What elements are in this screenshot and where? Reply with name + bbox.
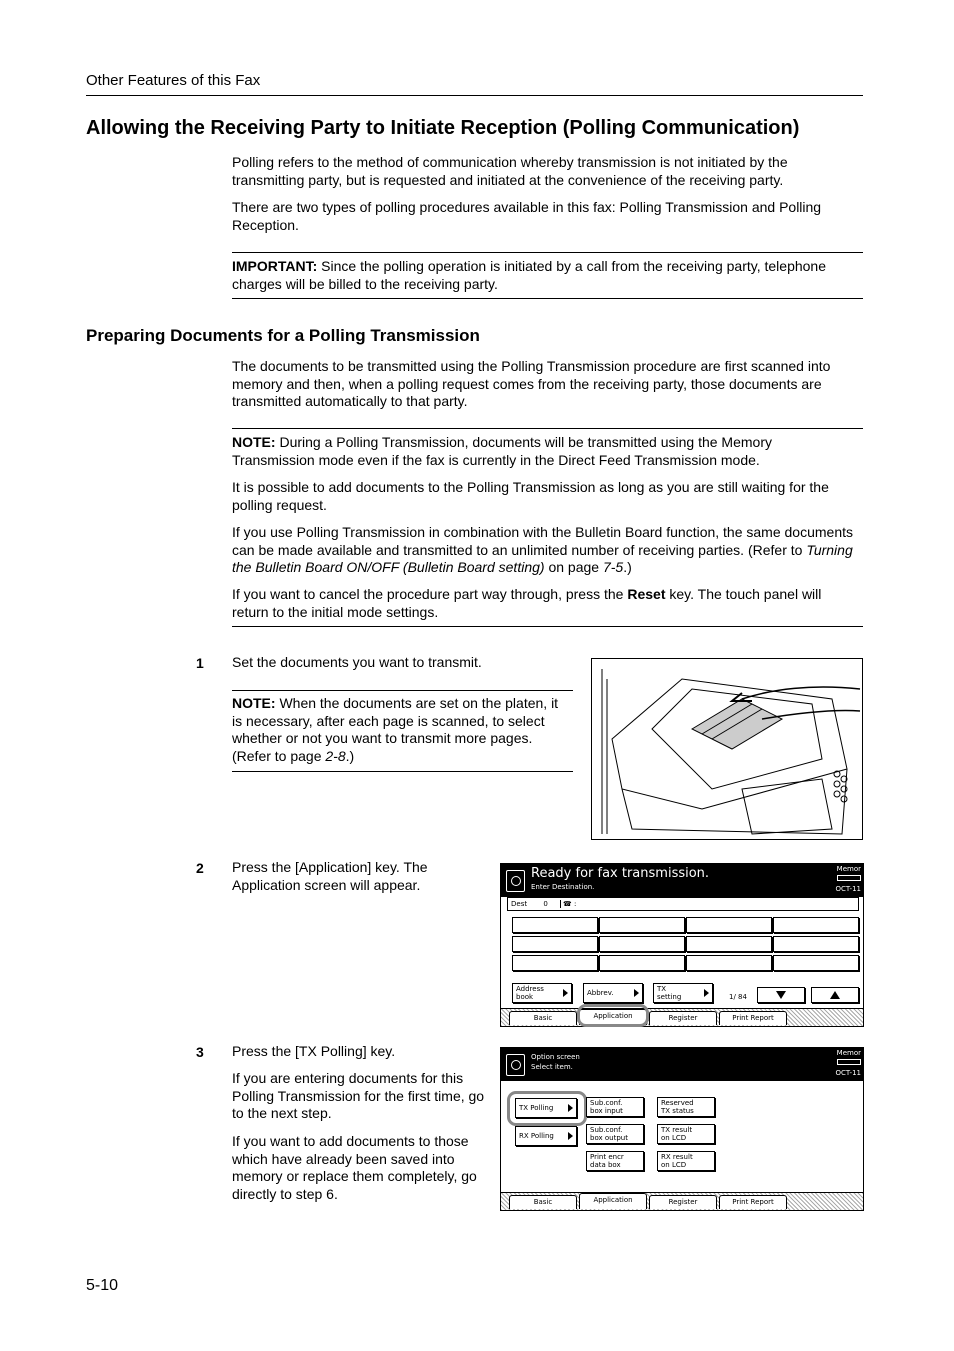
arrow-right-icon — [568, 1132, 573, 1140]
down-arrow-icon — [776, 991, 786, 999]
step1-note-text-b: .) — [345, 747, 355, 764]
one-touch-key[interactable] — [773, 917, 859, 933]
note-bottom-rule — [232, 626, 863, 627]
prep-paragraph: The documents to be transmitted using the Polling Transmission procedure are first scanned into memory and then, when a polling request comes from the receiving party, those documents are transmitted automatically to that party. — [232, 358, 831, 409]
step3-paragraph-3: If you want to add documents to those which have already been saved into memory or replace them completely, go directly to step 6. — [232, 1133, 477, 1202]
fax-touch-panel-application — [500, 1047, 864, 1211]
print-encrypted-data-box-button[interactable]: Print encr data box — [586, 1151, 644, 1171]
one-touch-key[interactable] — [599, 955, 685, 971]
note-paragraph-2: It is possible to add documents to the Polling Transmission as long as you are still waiting for the polling request. — [232, 479, 829, 513]
arrow-right-icon — [704, 989, 709, 997]
note-paragraph-4 — [232, 586, 857, 621]
step-number: 2 — [196, 860, 204, 876]
important-label: IMPORTANT: — [232, 258, 318, 274]
page-number: 5-10 — [86, 1277, 119, 1294]
memory-gauge — [837, 1059, 861, 1065]
cross-reference: Turning the Bulletin Board ON/OFF (Bulletin Board setting) — [232, 541, 853, 575]
step-text: Press the [Application] key. The Application screen will appear. — [232, 859, 428, 893]
one-touch-key[interactable] — [599, 917, 685, 933]
one-touch-key[interactable] — [773, 936, 859, 952]
note-p3-text-b: on page — [544, 559, 603, 575]
panel-date: OCT-11 — [835, 885, 861, 893]
tab-application[interactable]: Application — [579, 1009, 647, 1025]
address-book-button[interactable] — [512, 983, 572, 1003]
reset-key-label: Reset — [627, 586, 666, 602]
step3-paragraph-2: If you are entering documents for this Polling Transmission for the first time, go to the next step. — [232, 1070, 485, 1121]
fax-touch-panel-basic — [500, 863, 864, 1027]
important-note — [232, 258, 852, 293]
header-rule — [86, 95, 863, 96]
memory-label: Memor — [836, 865, 861, 873]
one-touch-key[interactable] — [512, 955, 598, 971]
step-number: 1 — [196, 655, 204, 671]
panel-status-bar — [501, 864, 863, 897]
note-p3-text-c: .) — [623, 559, 632, 575]
tx-setting-label: TX setting — [657, 985, 682, 1001]
abbrev-button[interactable] — [583, 983, 643, 1003]
document-feeder-illustration — [591, 658, 863, 840]
scroll-down-button[interactable] — [757, 987, 805, 1003]
fax-icon — [506, 870, 525, 892]
tab-print-report[interactable]: Print Report — [719, 1011, 787, 1025]
note-p4-text-b: key. The touch panel will return to the initial mode settings. — [232, 586, 822, 620]
one-touch-key[interactable] — [599, 936, 685, 952]
memory-label: Memor — [836, 1049, 861, 1057]
step-text: Press the [TX Polling] key. — [232, 1043, 396, 1059]
tx-polling-label: TX Polling — [519, 1104, 554, 1112]
arrow-right-icon — [634, 989, 639, 997]
one-touch-key[interactable] — [686, 936, 772, 952]
memory-gauge — [837, 875, 861, 881]
tx-setting-button[interactable] — [653, 983, 713, 1003]
reserved-tx-status-button[interactable]: Reserved TX status — [657, 1097, 715, 1117]
arrow-right-icon — [563, 989, 568, 997]
phone-icon: ☎ : — [560, 900, 576, 908]
dest-label: Dest — [511, 900, 528, 908]
fax-icon — [506, 1054, 525, 1076]
step-number: 3 — [196, 1044, 204, 1060]
dest-count: 0 — [543, 900, 548, 908]
page-title: Allowing the Receiving Party to Initiate Reception (Polling Communication) — [86, 117, 800, 139]
panel-title: Ready for fax transmission. — [531, 866, 710, 881]
panel-status-bar — [501, 1048, 863, 1081]
page-indicator: 1/ 84 — [729, 993, 747, 1001]
tx-result-on-lcd-button[interactable]: TX result on LCD — [657, 1124, 715, 1144]
important-top-rule — [232, 252, 863, 253]
step1-note — [232, 695, 570, 765]
panel-tab-bar — [501, 1192, 863, 1210]
intro-paragraph-1: Polling refers to the method of communication whereby transmission is not initiated by the transmitting party, but is requested and initiated at the convenience of the receiving party. — [232, 154, 788, 188]
one-touch-key[interactable] — [512, 917, 598, 933]
address-book-label: Address book — [516, 985, 544, 1001]
up-arrow-icon — [830, 991, 840, 999]
highlight-callout — [577, 1004, 649, 1027]
tab-basic[interactable]: Basic — [509, 1195, 577, 1209]
subconf-box-output-button[interactable]: Sub.conf. box output — [586, 1124, 644, 1144]
page-reference: 2-8 — [325, 747, 346, 764]
note-p3-text: If you use Polling Transmission in combination with the Bulletin Board function, the same documents can be made available and transmitted to an unlimited number of receiving parties. (Refer to — [232, 524, 853, 558]
rx-polling-button[interactable] — [515, 1126, 577, 1146]
step1-note-text: When the documents are set on the platen, it is necessary, after each page is scanned, to select whether or not you want to transmit more pages. (Refer to page — [232, 695, 559, 764]
important-text: Since the polling operation is initiated by a call from the receiving party, telephone charges will be billed to the receiving party. — [232, 258, 826, 292]
page-reference: 7-5 — [602, 559, 624, 575]
note-text: During a Polling Transmission, documents will be transmitted using the Memory Transmission mode even if the fax is currently in the Direct Feed Transmission mode. — [232, 434, 772, 468]
panel-date: OCT-11 — [835, 1069, 861, 1077]
one-touch-key[interactable] — [686, 917, 772, 933]
note-p4-text: If you want to cancel the procedure part way through, press the — [232, 586, 628, 602]
destination-field[interactable] — [507, 897, 859, 911]
scroll-up-button[interactable] — [811, 987, 859, 1003]
panel-tab-bar — [501, 1008, 863, 1026]
note-paragraph-1 — [232, 434, 852, 469]
panel-subtitle: Select item. — [531, 1063, 573, 1071]
step1-note-top-rule — [232, 690, 573, 691]
tab-register[interactable]: Register — [649, 1011, 717, 1025]
rx-result-on-lcd-button[interactable]: RX result on LCD — [657, 1151, 715, 1171]
tab-print-report[interactable]: Print Report — [719, 1195, 787, 1209]
one-touch-key[interactable] — [773, 955, 859, 971]
tab-application[interactable]: Application — [579, 1193, 647, 1209]
abbrev-label: Abbrev. — [587, 989, 614, 997]
important-bottom-rule — [232, 298, 863, 299]
note-label: NOTE: — [232, 695, 276, 711]
note-top-rule — [232, 428, 863, 429]
note-paragraph-3 — [232, 524, 857, 577]
section-heading: Preparing Documents for a Polling Transmission — [86, 326, 480, 345]
step-text: Set the documents you want to transmit. — [232, 654, 482, 670]
note-label: NOTE: — [232, 434, 276, 450]
one-touch-key[interactable] — [686, 955, 772, 971]
running-header: Other Features of this Fax — [86, 72, 261, 89]
panel-subtitle: Enter Destination. — [531, 883, 595, 891]
tab-register[interactable]: Register — [649, 1195, 717, 1209]
highlight-callout — [507, 1091, 587, 1126]
tab-basic[interactable]: Basic — [509, 1011, 577, 1025]
subconf-box-input-button[interactable]: Sub.conf. box input — [586, 1097, 644, 1117]
one-touch-key[interactable] — [512, 936, 598, 952]
step1-note-bottom-rule — [232, 771, 573, 772]
panel-title: Option screen — [531, 1053, 580, 1061]
rx-polling-label: RX Polling — [519, 1132, 554, 1140]
intro-paragraph-2: There are two types of polling procedures available in this fax: Polling Transmission and Polling Reception. — [232, 199, 822, 233]
